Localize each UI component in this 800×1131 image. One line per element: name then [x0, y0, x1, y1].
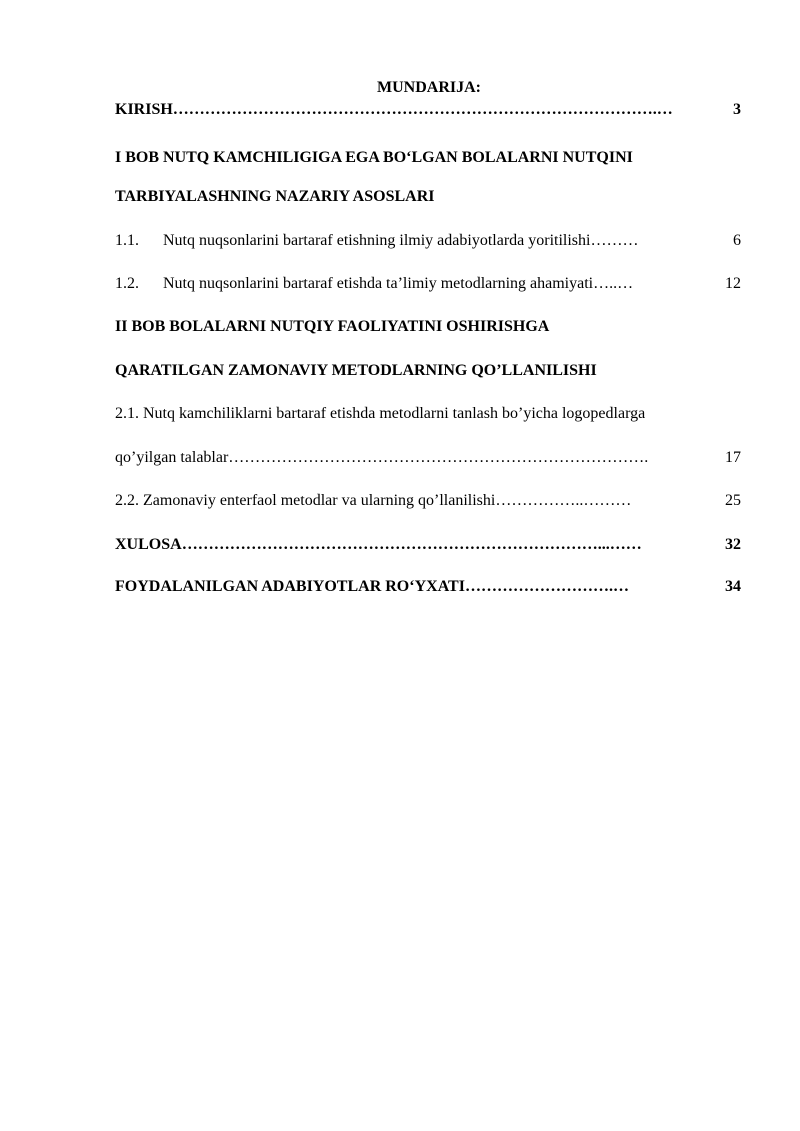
toc-page-number: 32 [725, 536, 741, 553]
toc-entry-text: XULOSA [115, 536, 182, 553]
toc-leader-dots: …..… [593, 275, 634, 292]
toc-chapter-1-heading-line-1: I BOB NUTQ KAMCHILIGIGA EGA BO‘LGAN BOLALARNI NUTQINI [115, 149, 633, 166]
toc-page-number: 3 [733, 101, 741, 118]
toc-chapter-1-heading-line-2: TARBIYALASHNING NAZARIY ASOSLARI [115, 188, 435, 205]
toc-entry-2-1-line-2 [115, 448, 741, 468]
toc-entry-kirish [115, 100, 741, 120]
toc-page-number: 12 [725, 275, 741, 292]
toc-entry-1-1 [115, 231, 741, 251]
toc-entry-text: FOYDALANILGAN ADABIYOTLAR RO‘YXATI [115, 578, 465, 595]
toc-leader-dots: ……………………………………………………………………………….… [172, 101, 673, 118]
toc-entry-text: Nutq nuqsonlarini bartaraf etishning ilmiy adabiyotlarda yoritilishi [163, 232, 591, 249]
toc-leader-dots: ……… [590, 232, 639, 249]
toc-entry-text: KIRISH [115, 101, 173, 118]
toc-leader-dots: ……………..……… [495, 492, 632, 509]
toc-page-number: 6 [733, 232, 741, 249]
toc-entry-2-2 [115, 491, 741, 511]
toc-section-number: 1.2. [115, 275, 139, 292]
toc-entry-references [115, 577, 741, 597]
toc-entry-text: Nutq nuqsonlarini bartaraf etishda ta’limiy metodlarning ahamiyati [163, 275, 594, 292]
toc-page-number: 17 [725, 449, 741, 466]
toc-leader-dots: ……………………………………………………………………...…… [181, 536, 642, 553]
toc-entry-1-2 [115, 274, 741, 294]
toc-title: MUNDARIJA: [377, 79, 481, 96]
toc-entry-text: qo’yilgan talablar [115, 449, 229, 466]
toc-chapter-2-heading-line-2: QARATILGAN ZAMONAVIY METODLARNING QO’LLANILISHI [115, 362, 597, 379]
toc-page-number: 25 [725, 492, 741, 509]
toc-leader-dots: ……………………….… [464, 578, 629, 595]
toc-section-number: 1.1. [115, 232, 139, 249]
toc-entry-2-1-line-1: 2.1. Nutq kamchiliklarni bartaraf etishda metodlarni tanlash bo’yicha logopedlarga [115, 405, 646, 422]
toc-leader-dots: ……………………………………………………………………. [228, 449, 649, 466]
toc-entry-text: 2.2. Zamonaviy enterfaol metodlar va ularning qo’llanilishi [115, 492, 496, 509]
toc-page-number: 34 [725, 578, 741, 595]
toc-chapter-2-heading-line-1: II BOB BOLALARNI NUTQIY FAOLIYATINI OSHIRISHGA [115, 318, 550, 335]
toc-entry-xulosa [115, 535, 741, 555]
